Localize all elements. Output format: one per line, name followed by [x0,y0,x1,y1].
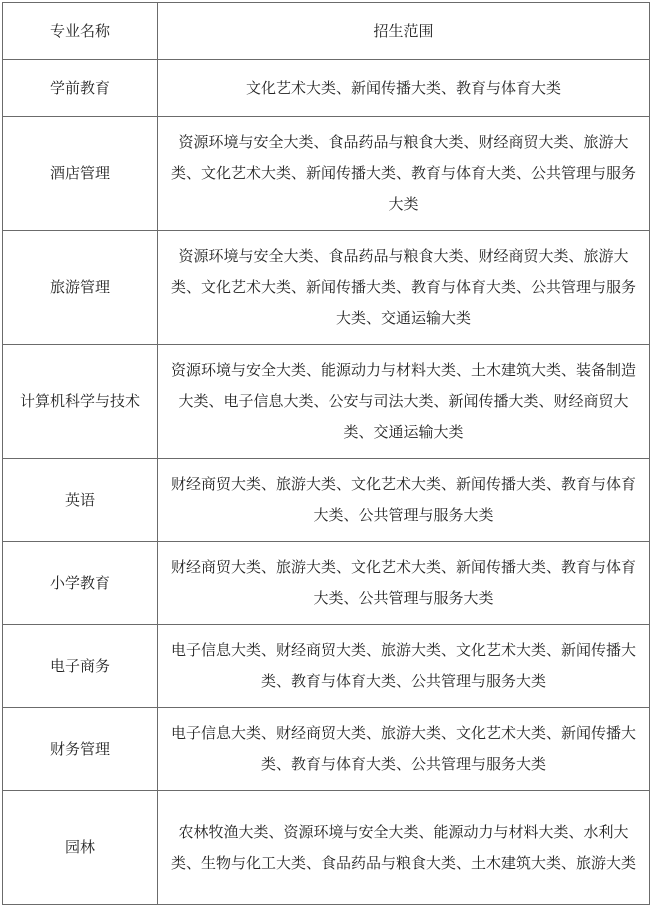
enrollment-range: 资源环境与安全大类、食品药品与粮食大类、财经商贸大类、旅游大类、文化艺术大类、新闻传播大类、教育与体育大类、公共管理与服务大类、交通运输大类 [158,231,650,345]
header-range: 招生范围 [158,3,650,60]
table-row [3,117,650,231]
major-name: 旅游管理 [3,231,158,345]
table-row [3,345,650,459]
header-major: 专业名称 [3,3,158,60]
table-header-row [3,3,650,60]
table-row [3,231,650,345]
enrollment-range: 电子信息大类、财经商贸大类、旅游大类、文化艺术大类、新闻传播大类、教育与体育大类、公共管理与服务大类 [158,708,650,791]
table-row [3,791,650,905]
major-name: 园林 [3,791,158,905]
majors-table [2,2,650,905]
table-row [3,625,650,708]
major-name: 英语 [3,459,158,542]
major-name: 财务管理 [3,708,158,791]
table-row [3,60,650,117]
table-row [3,459,650,542]
enrollment-range: 文化艺术大类、新闻传播大类、教育与体育大类 [158,60,650,117]
enrollment-range: 农林牧渔大类、资源环境与安全大类、能源动力与材料大类、水利大类、生物与化工大类、食品药品与粮食大类、土木建筑大类、旅游大类 [158,791,650,905]
enrollment-range: 财经商贸大类、旅游大类、文化艺术大类、新闻传播大类、教育与体育大类、公共管理与服务大类 [158,459,650,542]
major-name: 学前教育 [3,60,158,117]
table-row [3,708,650,791]
enrollment-range: 资源环境与安全大类、食品药品与粮食大类、财经商贸大类、旅游大类、文化艺术大类、新闻传播大类、教育与体育大类、公共管理与服务大类 [158,117,650,231]
major-name: 计算机科学与技术 [3,345,158,459]
enrollment-range: 资源环境与安全大类、能源动力与材料大类、土木建筑大类、装备制造大类、电子信息大类、公安与司法大类、新闻传播大类、财经商贸大类、交通运输大类 [158,345,650,459]
table-row [3,542,650,625]
major-name: 电子商务 [3,625,158,708]
major-name: 酒店管理 [3,117,158,231]
enrollment-range: 财经商贸大类、旅游大类、文化艺术大类、新闻传播大类、教育与体育大类、公共管理与服务大类 [158,542,650,625]
enrollment-range: 电子信息大类、财经商贸大类、旅游大类、文化艺术大类、新闻传播大类、教育与体育大类、公共管理与服务大类 [158,625,650,708]
major-name: 小学教育 [3,542,158,625]
